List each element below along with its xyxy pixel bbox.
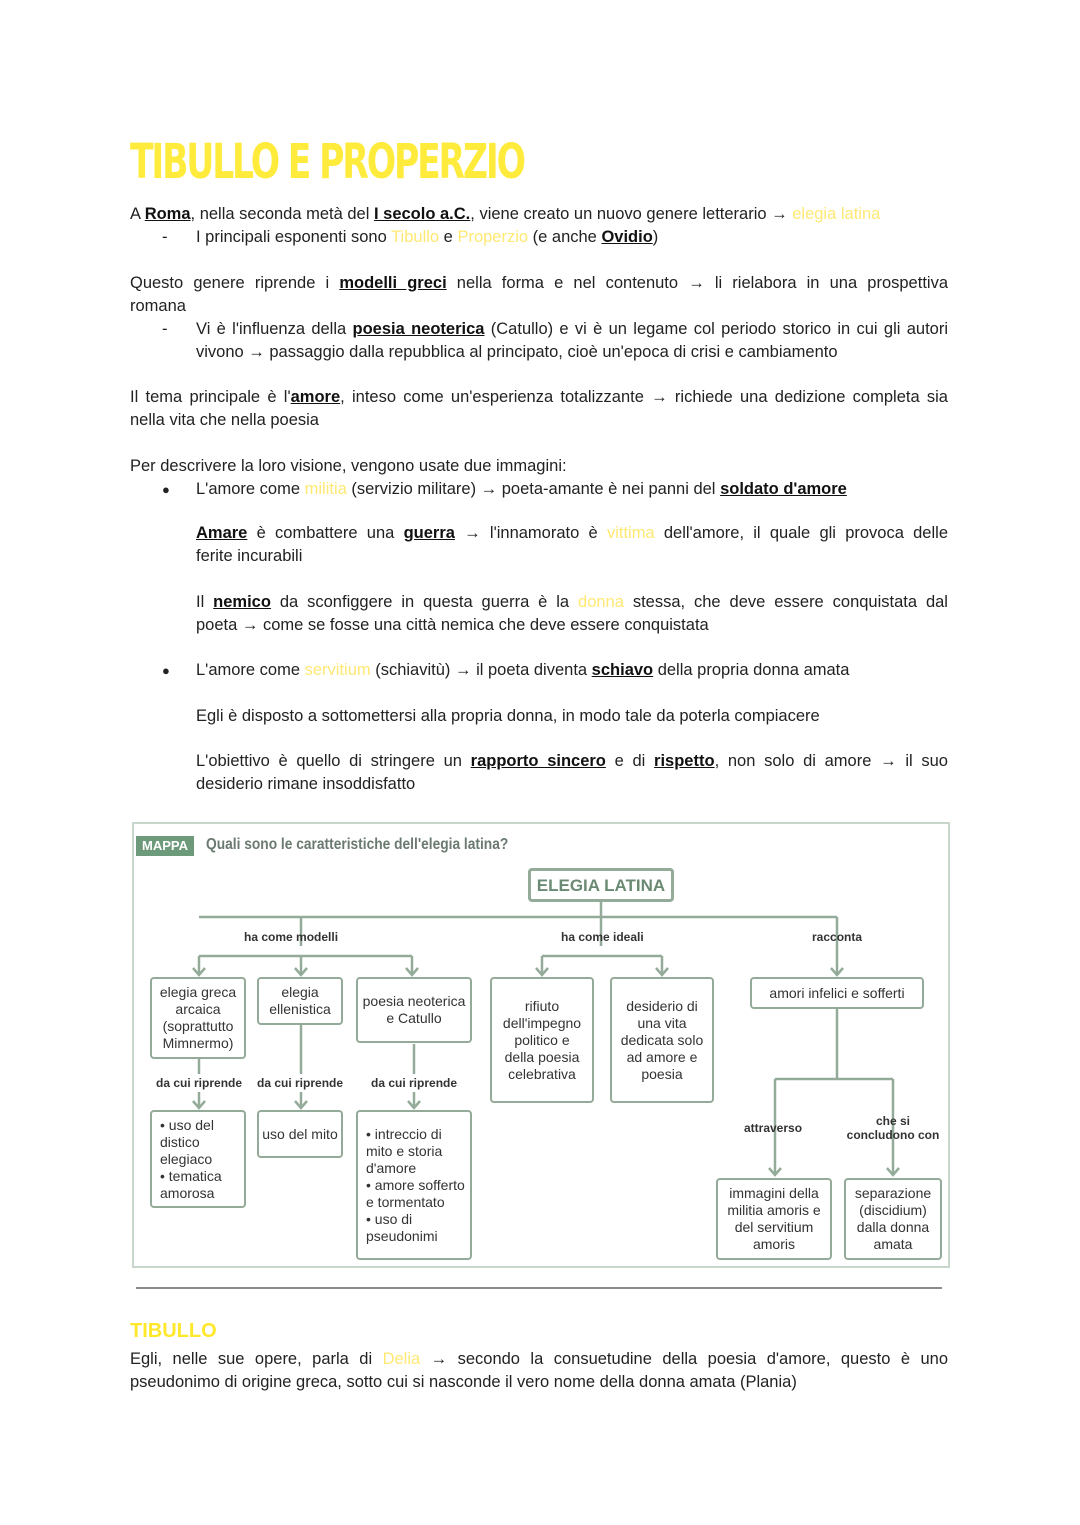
intro-dash-line: [196, 226, 658, 249]
text: ): [652, 228, 659, 246]
section-heading: TIBULLO: [130, 1320, 217, 1342]
keyword: rapporto sincero: [470, 752, 606, 770]
model-detail-box: uso del mito: [257, 1110, 343, 1158]
text: , non solo di amore → il suo: [714, 752, 948, 770]
text: , nella seconda metà del: [190, 205, 374, 223]
paragraph-line: [196, 318, 948, 341]
bullet-icon: ●: [162, 482, 170, 497]
story-box: amori infelici e sofferti: [750, 977, 924, 1009]
paragraph-line: vivono → passaggio dalla repubblica al principato, cioè un'epoca di crisi e cambiamento: [196, 343, 838, 361]
text: nella forma e nel contenuto → li rielabora in una prospettiva: [446, 274, 948, 292]
dash-marker: -: [162, 228, 168, 246]
text: è combattere una: [247, 524, 404, 542]
map-tag: MAPPA: [136, 836, 194, 856]
paragraph-line: poeta → come se fosse una città nemica che deve essere conquistata: [196, 616, 709, 634]
story-detail-box: separazione (discidium) dalla donna amata: [844, 1178, 942, 1260]
highlight: vittima: [606, 524, 655, 542]
text: L'amore come: [196, 661, 305, 679]
keyword: I secolo a.C.: [373, 205, 471, 223]
paragraph-line: Per descrivere la loro visione, vengono usate due immagini:: [130, 457, 567, 475]
story-label: che si concludono con: [846, 1114, 940, 1142]
text: Egli, nelle sue opere, parla di: [130, 1350, 383, 1368]
text: , inteso come un'esperienza totalizzante → richiede una dedizione completa sia: [340, 388, 948, 406]
from-label: da cui riprende: [257, 1076, 344, 1090]
highlight: militia: [304, 480, 347, 498]
text: Il: [196, 593, 214, 611]
page-title: TIBULLO E PROPERZIO: [130, 134, 524, 190]
text: → l'innamorato è: [454, 524, 607, 542]
bullet-line: [196, 659, 849, 682]
highlight: donna: [578, 593, 624, 611]
model-box: elegia greca arcaica (soprattutto Mimnermo): [150, 977, 246, 1059]
ideal-box: rifiuto dell'impegno politico e della poesia celebrativa: [490, 977, 594, 1103]
branch-label: ha come modelli: [244, 930, 339, 944]
keyword: Amare: [196, 524, 248, 542]
model-detail-box: • intreccio di mito e storia d'amore • amore sofferto e tormentato • uso di pseudonimi: [356, 1110, 472, 1260]
branch-label: ha come ideali: [561, 930, 644, 944]
text: L'obiettivo è quello di stringere un: [196, 752, 471, 770]
paragraph-line: ferite incurabili: [196, 547, 303, 565]
text: (e anche: [528, 228, 602, 246]
keyword: nemico: [213, 593, 271, 611]
text: (servizio militare) → poeta-amante è nei panni del: [346, 480, 721, 498]
highlight: Properzio: [457, 228, 529, 246]
branch-label: racconta: [812, 930, 863, 944]
divider: [136, 1287, 942, 1289]
keyword: amore: [290, 388, 341, 406]
from-label: da cui riprende: [371, 1076, 458, 1090]
text: e: [439, 228, 458, 246]
keyword: schiavo: [591, 661, 654, 679]
paragraph-line: romana: [130, 297, 186, 315]
story-label: attraverso: [744, 1121, 803, 1135]
paragraph-line: [130, 1348, 948, 1371]
text: Vi è l'influenza della: [196, 320, 353, 338]
text: Questo genere riprende i: [130, 274, 340, 292]
text: (schiavitù) → il poeta diventa: [370, 661, 592, 679]
highlight: elegia latina: [792, 205, 881, 223]
text: Il tema principale è l': [130, 388, 291, 406]
highlight: Delia: [382, 1350, 421, 1368]
paragraph-line: nella vita che nella poesia: [130, 411, 319, 429]
map-root: ELEGIA LATINA: [528, 868, 674, 902]
dash-marker: -: [162, 320, 168, 338]
text: e di: [605, 752, 655, 770]
highlight: Tibullo: [391, 228, 440, 246]
bullet-line: [196, 478, 847, 501]
paragraph-line: [196, 522, 948, 545]
model-detail-box: • uso del distico elegiaco • tematica amorosa: [150, 1110, 246, 1208]
concept-map: [132, 822, 950, 1268]
model-box: poesia neoterica e Catullo: [356, 977, 472, 1043]
model-box: elegia ellenistica: [257, 977, 343, 1025]
highlight: servitium: [304, 661, 371, 679]
keyword: rispetto: [654, 752, 715, 770]
keyword: poesia neoterica: [352, 320, 485, 338]
bullet-icon: ●: [162, 663, 170, 678]
text: , viene creato un nuovo genere letterario →: [470, 205, 793, 223]
text: A: [130, 205, 145, 223]
text: da sconfiggere in questa guerra è la: [270, 593, 579, 611]
text: I principali esponenti sono: [196, 228, 392, 246]
text: stessa, che deve essere conquistata dal: [623, 593, 948, 611]
paragraph-line: [130, 386, 948, 409]
keyword: Roma: [144, 205, 191, 223]
ideal-box: desiderio di una vita dedicata solo ad amore e poesia: [610, 977, 714, 1103]
text: della propria donna amata: [653, 661, 850, 679]
paragraph-line: pseudonimo di origine greca, sotto cui si nasconde il vero nome della donna amata (Plania): [130, 1373, 797, 1391]
map-question: Quali sono le caratteristiche dell'elegia latina?: [206, 836, 509, 853]
text: L'amore come: [196, 480, 305, 498]
text: (Catullo) e vi è un legame col periodo storico in cui gli autori: [484, 320, 948, 338]
keyword: modelli greci: [339, 274, 447, 292]
paragraph-line: desiderio rimane insoddisfatto: [196, 775, 416, 793]
text: → secondo la consuetudine della poesia d'amore, questo è uno: [420, 1350, 949, 1368]
paragraph-line: Egli è disposto a sottomettersi alla propria donna, in modo tale da poterla compiacere: [196, 707, 820, 725]
keyword: guerra: [403, 524, 455, 542]
keyword: soldato d'amore: [720, 480, 847, 498]
intro-line: [130, 203, 880, 226]
paragraph-line: [196, 591, 948, 614]
from-label: da cui riprende: [156, 1076, 243, 1090]
keyword: Ovidio: [601, 228, 653, 246]
text: dell'amore, il quale gli provoca delle: [654, 524, 948, 542]
paragraph-line: [130, 272, 948, 295]
paragraph-line: [196, 750, 948, 773]
story-detail-box: immagini della militia amoris e del servitium amoris: [716, 1178, 832, 1260]
